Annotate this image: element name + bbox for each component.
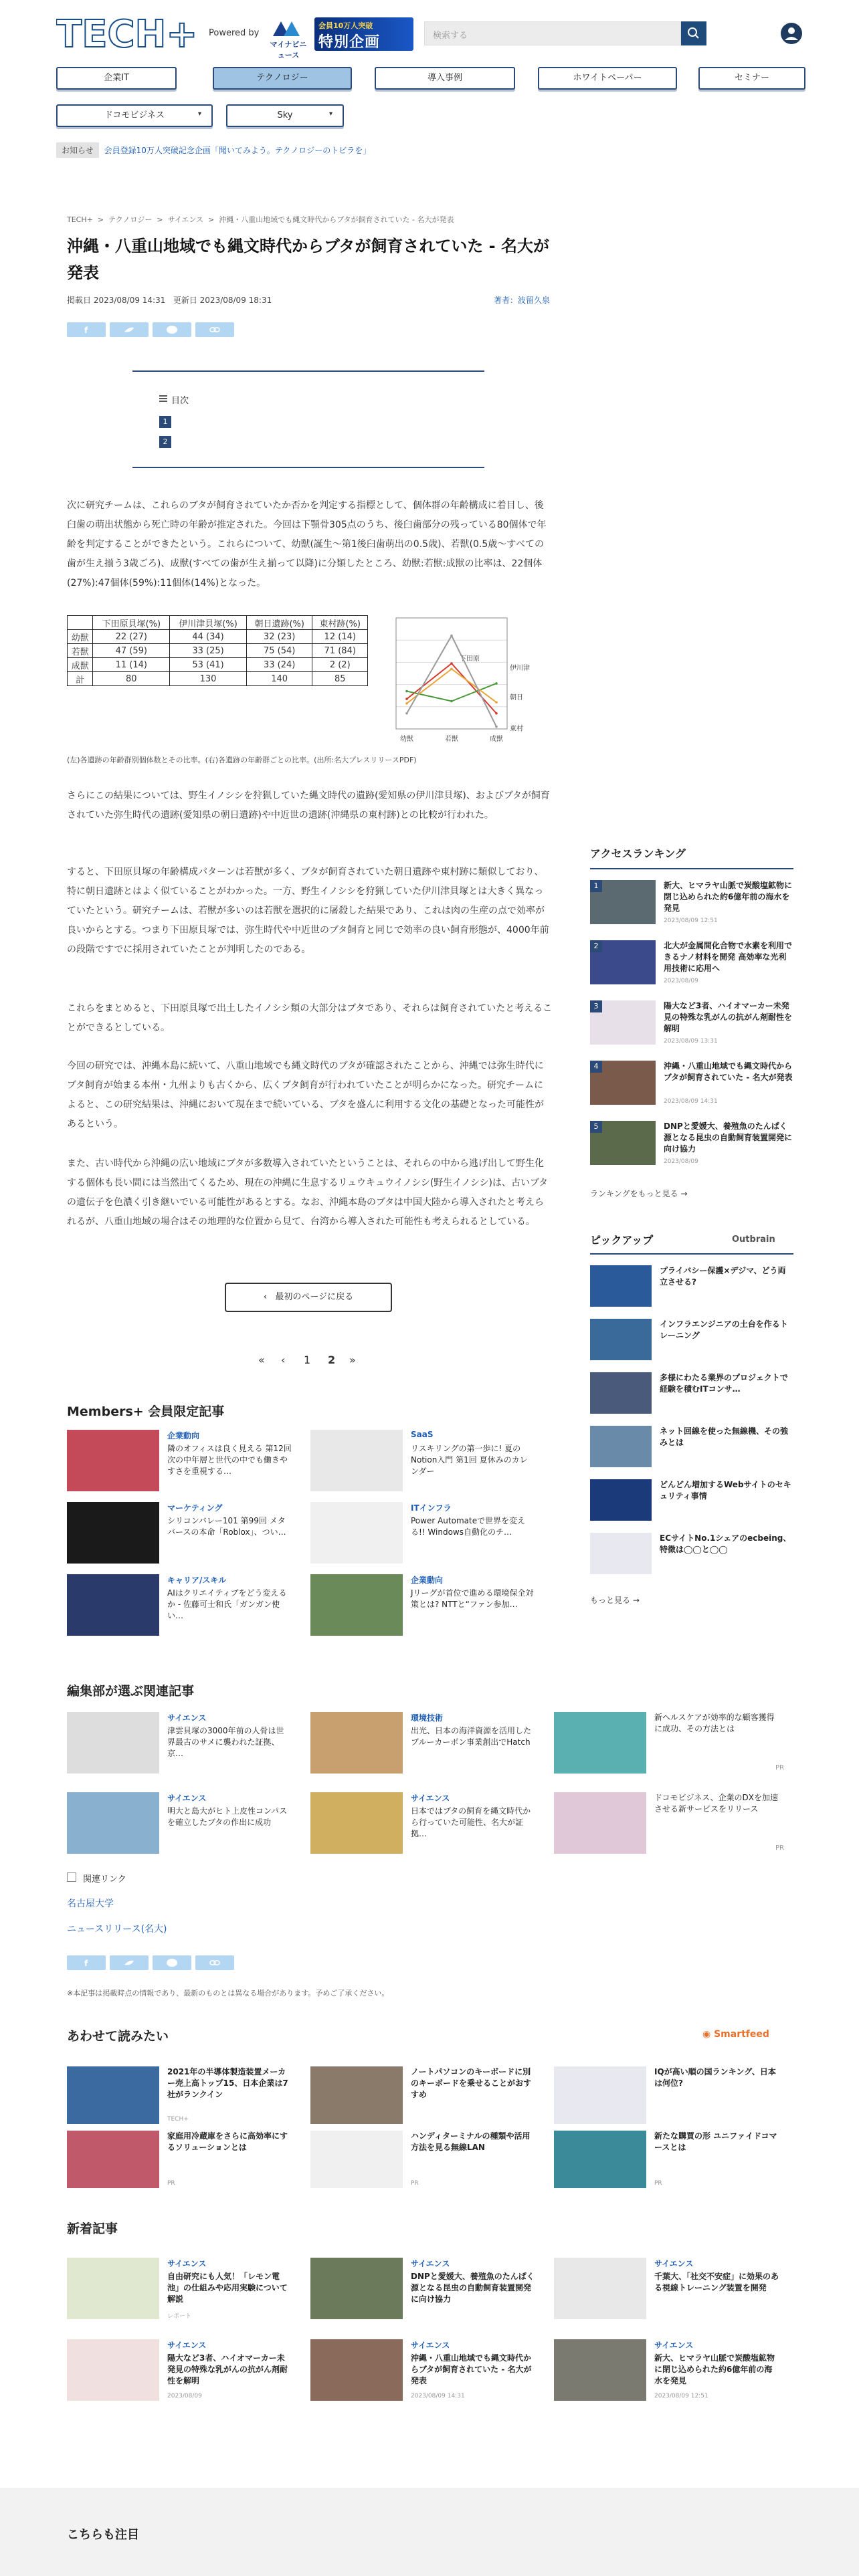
smartfeed-brand: ◉ Smartfeed — [702, 2029, 769, 2040]
thumbnail-image — [310, 2066, 403, 2124]
table-row — [68, 658, 368, 672]
table-cell: 計 — [68, 672, 93, 686]
member-article-card[interactable] — [67, 1502, 297, 1564]
table-cell: 2 (2) — [312, 658, 368, 672]
table-row — [68, 672, 368, 686]
line-icon — [153, 322, 191, 337]
table-cell: 85 — [312, 672, 368, 686]
card-category: サイエンス — [411, 1794, 450, 1803]
logo-text: TECH+ — [56, 13, 198, 53]
breadcrumb-current: 沖縄・八重山地域でも縄文時代からブタが飼育されていた - 名大が発表 — [219, 215, 454, 224]
chart-data-point — [450, 662, 453, 665]
chart-data-point — [405, 712, 408, 715]
chart-x-tick-label: 若獣 — [445, 736, 458, 743]
table-cell: 33 (25) — [170, 644, 247, 658]
toc-item[interactable]: 1 — [159, 416, 171, 428]
related-link[interactable]: ニュースリリース(名大) — [67, 1924, 167, 1935]
chart-data-point — [405, 690, 408, 693]
table-cell: 11 (14) — [93, 658, 170, 672]
table-header-cell: 朝日遺跡(%) — [246, 616, 312, 630]
card-category: 企業動向 — [411, 1576, 444, 1585]
card-meta: 2023/08/09 12:51 — [654, 2393, 708, 2399]
card-title: 出光、日本の海洋資源を活用したブルーカーボン事業創出でHatch — [411, 1726, 532, 1747]
ranking-title: 北大が金属間化合物で水素を利用できるナノ材料を開発 高効率な光利用技術に応用へ — [664, 941, 793, 973]
thumbnail-image — [67, 1574, 159, 1636]
pickup-item[interactable] — [590, 1533, 793, 1577]
article-paragraph: すると、下田原貝塚の年齢構成パターンは若獣が多く、ブタが飼育されていた朝日遺跡や東村跡に類似しており、特に朝日遺跡とはよく似ていることがわかった。一方、野生イノシシを狩猟していた伊川津貝塚とは大きく異なっていたという。研究チームは、若獣が多いのは若獣を選択的に屠殺した結果であり、これは肉の生産の点で効率が良いからとする。つまり下田原貝塚では、弥生時代や中近世のブタ飼育と同じで効率の良い飼育形態が、4000年前の段階ですでに採用されていたことが判明したのである。 — [67, 867, 549, 955]
thumbnail-image — [67, 2066, 159, 2124]
card-title: シリコンバレー101 第99回 メタバースの本命「Roblox」、つい… — [167, 1516, 286, 1537]
chart-x-tick-label: 幼獣 — [400, 736, 413, 743]
pickup-title: ネット回線を使った無線機、その強みとは — [660, 1426, 789, 1447]
thumbnail-image — [310, 1502, 403, 1564]
ranking-divider — [590, 868, 793, 869]
chart-data-point — [450, 700, 453, 703]
ranking-item[interactable] — [590, 1061, 793, 1111]
smartfeed-heading: あわせて読みたい — [67, 2029, 169, 2044]
pr-label: PR — [775, 1764, 784, 1772]
facebook-icon — [67, 322, 106, 337]
card-title: 明大と島大がヒト上皮性コンパスを確立したブタの作出に成功 — [167, 1806, 288, 1827]
pickup-title: プライバシー保護×デジマ、どう両立させる? — [660, 1266, 786, 1287]
newest-article-card[interactable] — [554, 2339, 784, 2401]
card-category: サイエンス — [411, 2341, 450, 2350]
thumbnail-image — [590, 1265, 652, 1307]
related-heading: 編集部が選ぶ関連記事 — [67, 1684, 195, 1699]
table-cell: 若獣 — [68, 644, 93, 658]
smartfeed-card[interactable] — [67, 2066, 297, 2124]
member-article-card[interactable] — [67, 1574, 297, 1636]
pr-label: PR — [775, 1844, 784, 1852]
mynavi-mark-icon — [268, 19, 309, 37]
table-cell: 32 (23) — [246, 630, 312, 644]
table-cell: 140 — [246, 672, 312, 686]
chart-data-point — [450, 668, 453, 671]
pickup-heading: ピックアップ — [590, 1234, 654, 1247]
site-logo[interactable] — [56, 13, 199, 53]
related-article-card[interactable] — [310, 1712, 541, 1774]
chart-data-point — [405, 702, 408, 705]
thumbnail-image — [554, 2339, 646, 2401]
chevron-down-icon: ▾ — [198, 110, 202, 118]
pickup-item[interactable] — [590, 1372, 793, 1416]
pickup-title: どんどん増加するWebサイトのセキュリティ事情 — [660, 1480, 791, 1501]
card-meta: 2023/08/09 14:31 — [411, 2393, 465, 2399]
thumbnail-image — [310, 2258, 403, 2319]
pickup-item[interactable] — [590, 1426, 793, 1470]
share-line-button[interactable] — [153, 322, 191, 337]
card-title: 陽大など3者、ハイオマーカー未発見の特殊な乳がんの抗がん剤耐性を解明 — [167, 2353, 288, 2385]
newest-article-card[interactable] — [310, 2339, 541, 2401]
table-header-cell: 下田原貝塚(%) — [93, 616, 170, 630]
mynavi-logo[interactable] — [268, 19, 309, 60]
search-placeholder: 検索する — [433, 31, 468, 41]
thumbnail-image — [67, 1502, 159, 1564]
link-icon — [195, 1955, 234, 1970]
thumbnail-image — [310, 1792, 403, 1854]
card-meta: PR — [167, 2180, 175, 2187]
card-meta: 2023/08/09 — [167, 2393, 202, 2399]
ranking-heading: アクセスランキング — [590, 847, 686, 860]
toc-item[interactable]: 2 — [159, 436, 171, 448]
chart-series-label: 東村 — [510, 725, 523, 733]
chart-data-point — [405, 697, 408, 700]
author-link[interactable]: 著者：波留久泉 — [494, 296, 551, 305]
newest-article-card[interactable] — [67, 2258, 297, 2319]
card-meta: レポート — [167, 2313, 192, 2320]
footer-recommend — [0, 2488, 859, 2576]
thumbnail-image — [67, 1430, 159, 1491]
thumbnail-image — [67, 1712, 159, 1774]
thumbnail-image — [590, 1372, 652, 1414]
ranking-date: 2023/08/09 — [664, 978, 698, 984]
arrow-right-icon: → — [632, 1596, 640, 1605]
thumbnail-image — [67, 2258, 159, 2319]
table-cell: 22 (27) — [93, 630, 170, 644]
smartfeed-card[interactable] — [310, 2066, 541, 2124]
card-title: 自由研究にも人気！「レモン電池」の仕組みや応用実験について解説 — [167, 2272, 288, 2304]
share-link-button[interactable] — [195, 322, 234, 337]
table-cell: 71 (84) — [312, 644, 368, 658]
card-meta: PR — [411, 2180, 419, 2187]
thumbnail-image — [554, 2131, 646, 2188]
article-paragraph: 次に研究チームは、これらのブタが飼育されていたか否かを判定する指標として、個体群の年齢構成に着目し、後臼歯の萌出状態から死亡時の年齢が推定された。今回は下顎骨305点のうち、後臼歯部分の残っている80個体で年齢を判定することができたという。これらについて、幼獣(誕生〜第1後臼歯萌出の0.5歳)、若獣(0.5歳〜すべての歯が生え揃う3歳ごろ)、成獣(すべての歯が生え揃って以降)に分類したところ、幼獣:若獣:成獣の比率は、22個体(27%):47個体(59%):11個体(14%)となった。 — [67, 500, 547, 588]
rank-number: 2 — [590, 940, 602, 952]
table-row — [68, 644, 368, 658]
notice-bar — [56, 142, 371, 158]
nav-item[interactable]: 企業IT — [56, 67, 177, 90]
powered-by-label: Powered by — [209, 28, 260, 38]
ranking-title: 新大、ヒマラヤ山脈で炭酸塩鉱物に閉じ込められた約6億年前の海水を発見 — [664, 881, 793, 913]
link-icon — [195, 322, 234, 337]
ranking-title: 陽大など3者、ハイオマーカー未発見の特殊な乳がんの抗がん剤耐性を解明 — [664, 1001, 793, 1033]
smartfeed-logo-icon: ◉ — [702, 2029, 714, 2040]
breadcrumb-item[interactable]: TECH+ — [67, 215, 93, 224]
pickup-item[interactable] — [590, 1479, 793, 1523]
line-icon — [153, 1955, 191, 1970]
member-article-card[interactable] — [310, 1430, 541, 1491]
card-title: 隣のオフィスは良く見える 第12回 次の中年層と世代の中でも働きやすさを重視する… — [167, 1444, 292, 1476]
card-title: ノートパソコンのキーボードに別のキーボードを乗せることがおすすめ — [411, 2067, 532, 2099]
share-line-button[interactable] — [153, 1955, 191, 1970]
share-facebook-button[interactable] — [67, 1955, 106, 1970]
thumbnail-image — [67, 2339, 159, 2401]
card-title: 新大、ヒマラヤ山脈で炭酸塩鉱物に閉じ込められた約6億年前の海水を発見 — [654, 2353, 775, 2385]
smartfeed-card[interactable] — [67, 2131, 297, 2188]
nav-item[interactable]: Sky — [226, 104, 344, 127]
chart-data-point — [495, 682, 498, 685]
card-category: サイエンス — [654, 2259, 694, 2268]
back-to-first-page-button[interactable] — [225, 1283, 392, 1312]
pickup-title: 多様にわたる業界のプロジェクトで経験を積むITコンサ… — [660, 1373, 788, 1394]
member-article-card[interactable] — [310, 1502, 541, 1564]
smartfeed-card[interactable] — [554, 2131, 784, 2188]
nav-item[interactable]: テクノロジー — [213, 67, 352, 90]
breadcrumb: TECH+ > テクノロジー > サイエンス > 沖縄・八重山地域でも縄文時代からブタが飼育されていた - 名大が発表 — [67, 215, 454, 224]
notice-tag: お知らせ — [56, 142, 99, 158]
table-cell: 130 — [170, 672, 247, 686]
card-title: Jリーグが首位で進める環境保全対策とは? NTTと“ファン参加… — [411, 1588, 534, 1609]
thumbnail-image — [590, 1479, 652, 1521]
table-header-cell — [68, 616, 93, 630]
thumbnail-image — [310, 2131, 403, 2188]
card-category: 環境技術 — [411, 1713, 444, 1723]
thumbnail-image — [554, 2066, 646, 2124]
related-article-card[interactable] — [554, 1792, 784, 1854]
footer-heading: こちらも注目 — [67, 2528, 139, 2542]
banner-line2: 特別企画 — [318, 34, 381, 51]
thumbnail-image — [590, 1426, 652, 1467]
age-group-table — [67, 615, 368, 686]
chart-x-tick-label: 成獣 — [490, 736, 503, 743]
newest-article-card[interactable] — [554, 2258, 784, 2319]
svg-text:f: f — [84, 326, 88, 335]
pager-page-1[interactable]: 1 — [304, 1354, 311, 1366]
ranking-title: DNPと愛媛大、養殖魚のたんぱく源となる昆虫の自動飼育装置開発に向け協力 — [664, 1121, 793, 1154]
thumbnail-image — [590, 1533, 652, 1574]
card-title: 2021年の半導体製造装置メーカー売上高トップ15、日本企業は7社がランクイン — [167, 2067, 288, 2099]
table-header-row — [68, 616, 368, 630]
search-button[interactable] — [681, 21, 706, 45]
figure-caption: (左)各遺跡の年齢群別個体数とその比率。(右)各遺跡の年齢群ごとの比率。(出所:名大プレスリリースPDF) — [67, 756, 417, 764]
pager-page-2[interactable]: 2 — [328, 1354, 336, 1366]
twitter-icon — [110, 1955, 149, 1970]
newest-article-card[interactable] — [67, 2339, 297, 2401]
card-title: 津雲貝塚の3000年前の人骨は世界最古のサメに襲われた証拠、京… — [167, 1726, 284, 1758]
updated-date: 更新日 2023/08/09 18:31 — [173, 296, 272, 305]
chart-series-label: 朝日 — [510, 694, 523, 702]
card-title: Power Automateで世界を変える!! Windows自動化のチ… — [411, 1516, 526, 1537]
related-article-card[interactable] — [310, 1792, 541, 1854]
card-category: サイエンス — [411, 2259, 450, 2268]
pickup-title: ECサイトNo.1シェアのecbeing、特徴は◯◯と◯◯ — [660, 1533, 791, 1554]
share-twitter-button[interactable] — [110, 322, 149, 337]
card-category: サイエンス — [654, 2341, 694, 2350]
thumbnail-image — [310, 1574, 403, 1636]
banner-line1: 会員10万人突破 — [318, 21, 373, 30]
pickup-title: インフラエンジニアの土台を作るトレーニング — [660, 1319, 788, 1340]
nav-item[interactable]: 導入事例 — [375, 67, 515, 90]
card-title: IQが高い順の国ランキング、日本は何位? — [654, 2067, 776, 2088]
card-title: 千葉大、「社交不安症」に効果のある視線トレーニング装置を開発 — [654, 2272, 779, 2292]
rank-number: 3 — [590, 1000, 602, 1012]
card-title: 日本ではブタの飼育を縄文時代から行っていた可能性、名大が証拠… — [411, 1806, 531, 1838]
table-cell: 44 (34) — [170, 630, 247, 644]
member-article-card[interactable] — [310, 1574, 541, 1636]
site-header — [0, 0, 859, 62]
card-category: サイエンス — [167, 2341, 207, 2350]
table-cell: 75 (54) — [246, 644, 312, 658]
pickup-more-link[interactable]: もっと見る → — [590, 1596, 640, 1605]
age-ratio-chart — [380, 610, 555, 749]
smartfeed-card[interactable] — [310, 2131, 541, 2188]
rank-number: 5 — [590, 1121, 602, 1133]
article-paragraph: 今回の研究では、沖縄本島に続いて、八重山地域でも縄文時代のブタが確認されたことから、沖縄では弥生時代にブタ飼育が始まる本州・九州よりも古くから、広くブタ飼育が行われていたことが明らかになった。研究チームによると、この研究結果は、沖縄において現在まで続いている、ブタを盛んに利用する文化の基礎となった可能性があるという。 — [67, 1061, 545, 1130]
newest-article-card[interactable] — [310, 2258, 541, 2319]
table-header-cell: 東村跡(%) — [312, 616, 368, 630]
card-meta: TECH+ — [167, 2116, 189, 2123]
table-cell: 12 (14) — [312, 630, 368, 644]
card-category: サイエンス — [167, 1713, 207, 1723]
card-title: ドコモビジネス、企業のDXを加速させる新サービスをリリース — [654, 1793, 778, 1814]
facebook-icon — [67, 1955, 106, 1970]
nav-item[interactable]: ホワイトペーパー — [538, 67, 677, 90]
ranking-date: 2023/08/09 12:51 — [664, 918, 718, 924]
smartfeed-card[interactable] — [554, 2066, 784, 2124]
card-title: DNPと愛媛大、養殖魚のたんぱく源となる昆虫の自動飼育装置開発に向け協力 — [411, 2272, 535, 2304]
ranking-item[interactable] — [590, 880, 793, 931]
pager-last[interactable]: » — [349, 1354, 356, 1366]
member-article-card[interactable] — [67, 1430, 297, 1491]
card-title: 新ヘルスケアが効率的な顧客獲得に成功、その方法とは — [654, 1713, 775, 1733]
card-meta: PR — [654, 2180, 662, 2187]
svg-text:f: f — [84, 1959, 88, 1968]
special-campaign-banner[interactable] — [314, 17, 413, 51]
list-icon — [159, 395, 167, 403]
thumbnail-image — [67, 1792, 159, 1854]
thumbnail-image — [590, 1319, 652, 1360]
card-title: 新たな購買の形 ユニファイドコマースとは — [654, 2131, 777, 2152]
ranking-date: 2023/08/09 13:31 — [664, 1038, 718, 1045]
card-category: SaaS — [411, 1430, 434, 1439]
notice-link[interactable]: 会員登録10万人突破記念企画「聞いてみよう。テクノロジーのトビラを」 — [104, 146, 371, 155]
breadcrumb-item[interactable]: サイエンス — [167, 215, 204, 224]
share-twitter-button[interactable] — [110, 1955, 149, 1970]
pickup-item[interactable] — [590, 1265, 793, 1309]
search-icon — [681, 21, 706, 45]
card-category: キャリア/スキル — [167, 1576, 227, 1585]
pickup-divider — [590, 1253, 793, 1255]
related-link[interactable]: 名古屋大学 — [67, 1899, 114, 1909]
pickup-item[interactable] — [590, 1319, 793, 1363]
disclaimer-note: ※本記事は掲載時点の情報であり、最新のものとは異なる場合があります。予めご了承ください。 — [67, 1989, 389, 1998]
related-links-label: 関連リンク — [83, 1874, 126, 1885]
table-header-cell: 伊川津貝塚(%) — [170, 616, 247, 630]
back-button-label: 最初のページに戻る — [275, 1292, 354, 1302]
outbrain-brand: Outbrain — [732, 1235, 775, 1245]
card-title: AIはクリエイティブをどう変えるか - 佐藤可士和氏「ガンガン使い… — [167, 1588, 287, 1620]
thumbnail-image — [310, 1430, 403, 1491]
thumbnail-image — [554, 1792, 646, 1854]
rank-number: 1 — [590, 880, 602, 892]
chart-data-point — [450, 635, 453, 637]
chevron-down-icon: ▾ — [329, 110, 333, 118]
chart-data-point — [495, 701, 498, 704]
thumbnail-image — [67, 2131, 159, 2188]
pager-first[interactable]: « — [258, 1354, 265, 1366]
arrow-right-icon: → — [680, 1189, 688, 1198]
card-category: ITインフラ — [411, 1503, 452, 1513]
ranking-item[interactable] — [590, 940, 793, 991]
table-cell: 80 — [93, 672, 170, 686]
toc-title: 目次 — [171, 396, 189, 406]
nav-item[interactable]: ドコモビジネス — [56, 104, 213, 127]
nav-item[interactable]: セミナー — [698, 67, 805, 90]
thumbnail-image — [554, 2258, 646, 2319]
article-paragraph: これらをまとめると、下田原貝塚で出土したイノシシ類の大部分はブタであり、それらは飼育されていたと考えることができるとしている。 — [67, 1003, 553, 1033]
published-date: 掲載日 2023/08/09 14:31 — [67, 296, 166, 305]
card-category: サイエンス — [167, 2259, 207, 2268]
pager-prev[interactable]: ‹ — [281, 1354, 286, 1366]
thumbnail-image — [310, 1712, 403, 1774]
card-title: 家庭用冷蔵庫をさらに高効率にするソリューションとは — [167, 2131, 288, 2152]
article-paragraph: さらにこの結果については、野生イノシシを狩猟していた縄文時代の遺跡(愛知県の伊川津貝塚)、およびブタが飼育されていた弥生時代の遺跡(愛知県の朝日遺跡)や中近世の遺跡(沖縄県の東村跡)との比較が行われた。 — [67, 790, 550, 821]
related-article-card[interactable] — [67, 1712, 297, 1774]
table-cell: 47 (59) — [93, 644, 170, 658]
card-category: 企業動向 — [167, 1431, 200, 1440]
related-links-checkbox[interactable] — [67, 1872, 76, 1882]
card-category: サイエンス — [167, 1794, 207, 1803]
table-cell: 53 (41) — [170, 658, 247, 672]
newest-heading: 新着記事 — [67, 2222, 118, 2236]
table-cell: 成獣 — [68, 658, 93, 672]
table-cell: 33 (24) — [246, 658, 312, 672]
ranking-item[interactable] — [590, 1000, 793, 1051]
breadcrumb-item[interactable]: テクノロジー — [108, 215, 153, 224]
table-cell: 幼獣 — [68, 630, 93, 644]
table-row — [68, 630, 368, 644]
thumbnail-image — [310, 2339, 403, 2401]
chart-data-point — [495, 712, 498, 715]
related-article-card[interactable] — [554, 1712, 784, 1774]
ranking-more-link[interactable]: ランキングをもっと見る → — [590, 1189, 688, 1198]
thumbnail-image — [554, 1712, 646, 1774]
card-title: リスキリングの第一歩に! 夏のNotion入門 第1回 夏休みのカレンダー — [411, 1444, 528, 1476]
related-article-card[interactable] — [67, 1792, 297, 1854]
chevron-left-icon: ‹ — [263, 1292, 268, 1302]
twitter-icon — [110, 322, 149, 337]
chart-series-label: 伊川津 — [510, 664, 530, 672]
ranking-title: 沖縄・八重山地域でも縄文時代からブタが飼育されていた - 名大が発表 — [664, 1061, 793, 1082]
article-title: 沖縄・八重山地域でも縄文時代からブタが飼育されていた - 名大が発表 — [67, 237, 549, 282]
article-paragraph: また、古い時代から沖縄の広い地域にブタが多数導入されていたということは、それらの中から逃げ出して野生化する個体も長い間には当然出てくるため、現在の沖縄に生息するリュウキュウイノシシ(野生イノシシ)は、古いブタの遺伝子を色濃く引き継いでいる可能性があるとする。なお、沖縄本島のブタは中国大陸から導入されたと考えられるが、八重山地域の場合はその地理的な位置から見て、台湾から導入された可能性も考えられるとしている。 — [67, 1158, 549, 1227]
mynavi-label: マイナビニュース — [270, 40, 307, 60]
chart-data-point — [495, 726, 498, 728]
chart-series-label: 下田原 — [460, 655, 480, 663]
rank-number: 4 — [590, 1061, 602, 1073]
table-of-contents — [132, 370, 484, 468]
ranking-item[interactable] — [590, 1121, 793, 1172]
members-heading: Members+ 会員限定記事 — [67, 1404, 225, 1419]
share-link-button[interactable] — [195, 1955, 234, 1970]
share-facebook-button[interactable] — [67, 322, 106, 337]
card-category: マーケティング — [167, 1503, 223, 1513]
card-title: ハンディターミナルの種類や活用方法を見る無線LAN — [411, 2131, 531, 2152]
ranking-date: 2023/08/09 14:31 — [664, 1098, 718, 1105]
search-input[interactable] — [424, 21, 681, 45]
ranking-date: 2023/08/09 — [664, 1158, 698, 1165]
card-title: 沖縄・八重山地域でも縄文時代からブタが飼育されていた - 名大が発表 — [411, 2353, 532, 2385]
article-dates — [67, 294, 272, 306]
user-account-icon[interactable] — [780, 22, 803, 45]
chart-series-line — [407, 636, 496, 727]
